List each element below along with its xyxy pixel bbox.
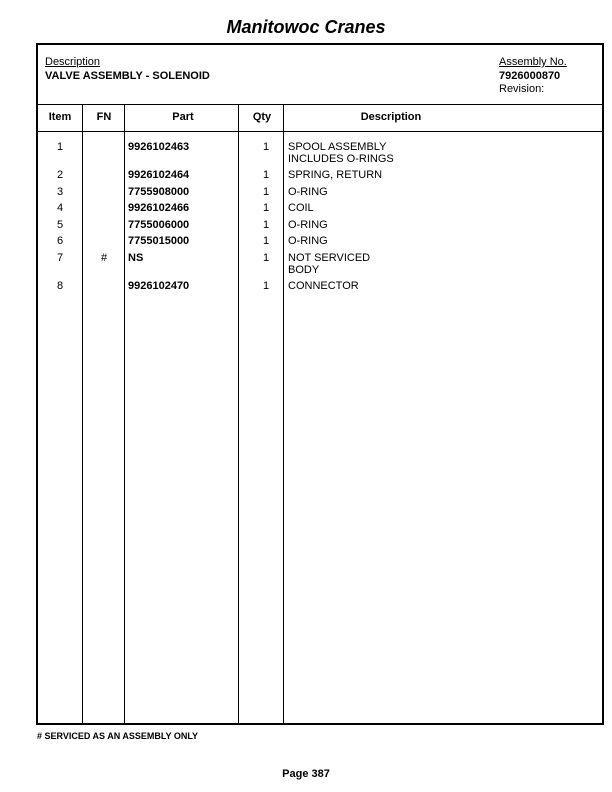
assembly-number: 7926000870 <box>499 70 561 82</box>
row-quantity: 1 <box>262 219 270 231</box>
row-part-number: 7755908000 <box>128 186 190 198</box>
page-title: Manitowoc Cranes <box>226 17 386 37</box>
row-item-number: 6 <box>56 235 64 247</box>
row-part-number: 7755006000 <box>128 219 190 231</box>
row-description: NOT SERVICED <box>288 252 371 264</box>
column-header-divider <box>38 131 602 132</box>
column-header-qty: Qty <box>252 111 272 123</box>
row-quantity: 1 <box>262 202 270 214</box>
page-number: Page 387 <box>282 768 330 780</box>
row-description: SPOOL ASSEMBLY <box>288 141 387 153</box>
row-quantity: 1 <box>262 169 270 181</box>
row-fn: # <box>100 252 108 264</box>
row-part-number: 7755015000 <box>128 235 190 247</box>
row-part-number: 9926102464 <box>128 169 190 181</box>
description-label: Description <box>45 56 101 68</box>
row-quantity: 1 <box>262 252 270 264</box>
row-item-number: 4 <box>56 202 64 214</box>
row-item-number: 3 <box>56 186 64 198</box>
row-description: CONNECTOR <box>288 280 359 292</box>
row-quantity: 1 <box>262 141 270 153</box>
row-item-number: 7 <box>56 252 64 264</box>
column-header-item: Item <box>48 111 72 123</box>
row-item-number: 1 <box>56 141 64 153</box>
header-divider <box>38 104 602 105</box>
row-item-number: 2 <box>56 169 64 181</box>
row-description-note: BODY <box>288 264 320 276</box>
column-header-description: Description <box>360 111 422 123</box>
column-separator <box>238 104 239 725</box>
row-item-number: 5 <box>56 219 64 231</box>
row-quantity: 1 <box>262 280 270 292</box>
column-separator <box>124 104 125 725</box>
footnote: # SERVICED AS AN ASSEMBLY ONLY <box>37 731 199 741</box>
assembly-description: VALVE ASSEMBLY - SOLENOID <box>45 70 210 82</box>
row-part-number: 9926102470 <box>128 280 190 292</box>
column-header-fn: FN <box>96 111 112 123</box>
row-description: O-RING <box>288 235 328 247</box>
parts-table-frame <box>36 43 604 725</box>
row-description-note: INCLUDES O-RINGS <box>288 153 394 165</box>
column-separator <box>82 104 83 725</box>
revision-label: Revision: <box>499 83 545 95</box>
row-quantity: 1 <box>262 186 270 198</box>
column-header-part: Part <box>172 111 194 123</box>
row-description: COIL <box>288 202 314 214</box>
row-part-number: 9926102466 <box>128 202 190 214</box>
row-part-number: NS <box>128 252 144 264</box>
row-description: O-RING <box>288 219 328 231</box>
row-quantity: 1 <box>262 235 270 247</box>
row-description: SPRING, RETURN <box>288 169 383 181</box>
assembly-number-label: Assembly No. <box>499 56 567 68</box>
row-description: O-RING <box>288 186 328 198</box>
row-item-number: 8 <box>56 280 64 292</box>
row-part-number: 9926102463 <box>128 141 190 153</box>
